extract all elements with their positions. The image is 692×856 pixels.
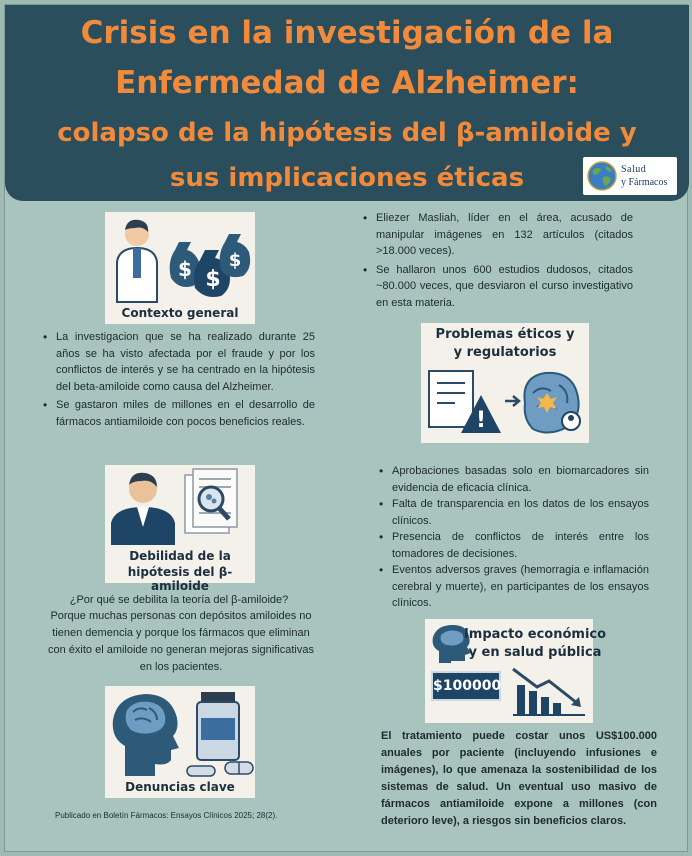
- impact-caption-line-2: y en salud pública: [468, 645, 602, 660]
- ethics-illustration: [421, 323, 589, 443]
- price-badge-label: $100000: [433, 678, 502, 694]
- svg-text:$: $: [228, 250, 242, 271]
- list-item: • Presencia de conflictos de interés entre los tomadores de decisiones.: [379, 529, 649, 562]
- weakness-caption-line-2: hipótesis del β-amiloide: [127, 565, 233, 593]
- scientist-money-bags-icon: [105, 212, 255, 302]
- impact-caption-line-1: Impacto económico: [463, 627, 607, 642]
- denuncias-caption: Denuncias clave: [125, 780, 235, 794]
- ethics-caption-line-1: Problemas éticos y: [435, 327, 575, 342]
- list-item: • Eventos adversos graves (hemorragia e inflamación cerebral y muerte), en participantes de los ensayos clínicos.: [379, 562, 649, 612]
- title-line-1: Crisis en la investigación de la: [80, 15, 614, 51]
- list-item: • Se hallaron unos 600 estudios dudosos, citados ~80.000 veces, que desviaron el curso investigativo en esta materia.: [363, 262, 633, 312]
- ethics-bullets: [379, 463, 649, 612]
- list-item: • La investigacion que se ha realizado durante 25 años se ha visto afectada por el fraude y por los conflictos de interés y se ha centrado en la hipótesis del beta-amiloide como causa del Alzheimer.: [43, 329, 315, 395]
- price-badge: [431, 671, 501, 701]
- svg-text:$: $: [205, 267, 221, 292]
- weakness-question: ¿Por qué se debilita la teoría del β-amiloide?: [69, 594, 289, 606]
- impact-illustration: [425, 619, 607, 723]
- salud-y-farmacos-logo: [583, 157, 677, 195]
- context-caption: Contexto general: [121, 306, 239, 320]
- globe-icon: [586, 160, 618, 192]
- impact-text: El tratamiento puede costar unos US$100.000 anuales por paciente (incluyendo infusiones e imágenes), lo que amenaza la sostenibilidad de los sistemas de salud. Un eventual uso masivo de fármacos antiamiloide expone a millones (con deterioro leve), a riesgos sin beneficios claros.: [381, 730, 657, 827]
- brain-medication-icon: [105, 686, 255, 778]
- title-line-2: Enfermedad de Alzheimer:: [115, 65, 579, 101]
- list-item: • Eliezer Masliah, líder en el área, acusado de manipular imágenes en 132 artículos (citados >18.000 veces).: [363, 210, 633, 260]
- ethics-caption-line-2: y regulatorios: [453, 345, 557, 360]
- infographic-page: [4, 4, 688, 852]
- svg-text:$: $: [178, 257, 192, 281]
- svg-text:!: !: [475, 408, 487, 433]
- list-item: • Se gastaron miles de millones en el desarrollo de fármacos antiamiloide con pocos beneficios reales.: [43, 397, 315, 430]
- context-bullets: [43, 329, 315, 430]
- subtitle-line-1: colapso de la hipótesis del β-amiloide y: [57, 118, 637, 148]
- denuncias-bullets: [363, 210, 633, 311]
- weakness-answer: Porque muchas personas con depósitos amiloides no tienen demencia y porque los fármacos que eliminan con éxito el amiloide no generan mejoras significativas en los pacientes.: [48, 610, 314, 673]
- researcher-magnifier-icon: [105, 465, 255, 545]
- warning-brain-icon: [421, 363, 589, 443]
- weakness-caption-line-1: Debilidad de la: [129, 549, 231, 563]
- logo-text-line-1: Salud: [621, 164, 647, 175]
- list-item: • Falta de transparencia en los datos de los ensayos clínicos.: [379, 496, 649, 529]
- weakness-illustration: [105, 465, 255, 593]
- source-footnote: Publicado en Boletín Fármacos: Ensayos Clínicos 2025; 28(2).: [55, 811, 278, 820]
- declining-chart-icon: [509, 663, 589, 719]
- list-item: • Aprobaciones basadas solo en biomarcadores sin evidencia de eficacia clínica.: [379, 463, 649, 496]
- subtitle-line-2: sus implicaciones éticas: [169, 163, 525, 193]
- logo-text-line-2: y Fármacos: [621, 177, 668, 188]
- denuncias-illustration: [105, 686, 255, 798]
- header-banner: [5, 5, 689, 201]
- context-illustration: [105, 212, 255, 324]
